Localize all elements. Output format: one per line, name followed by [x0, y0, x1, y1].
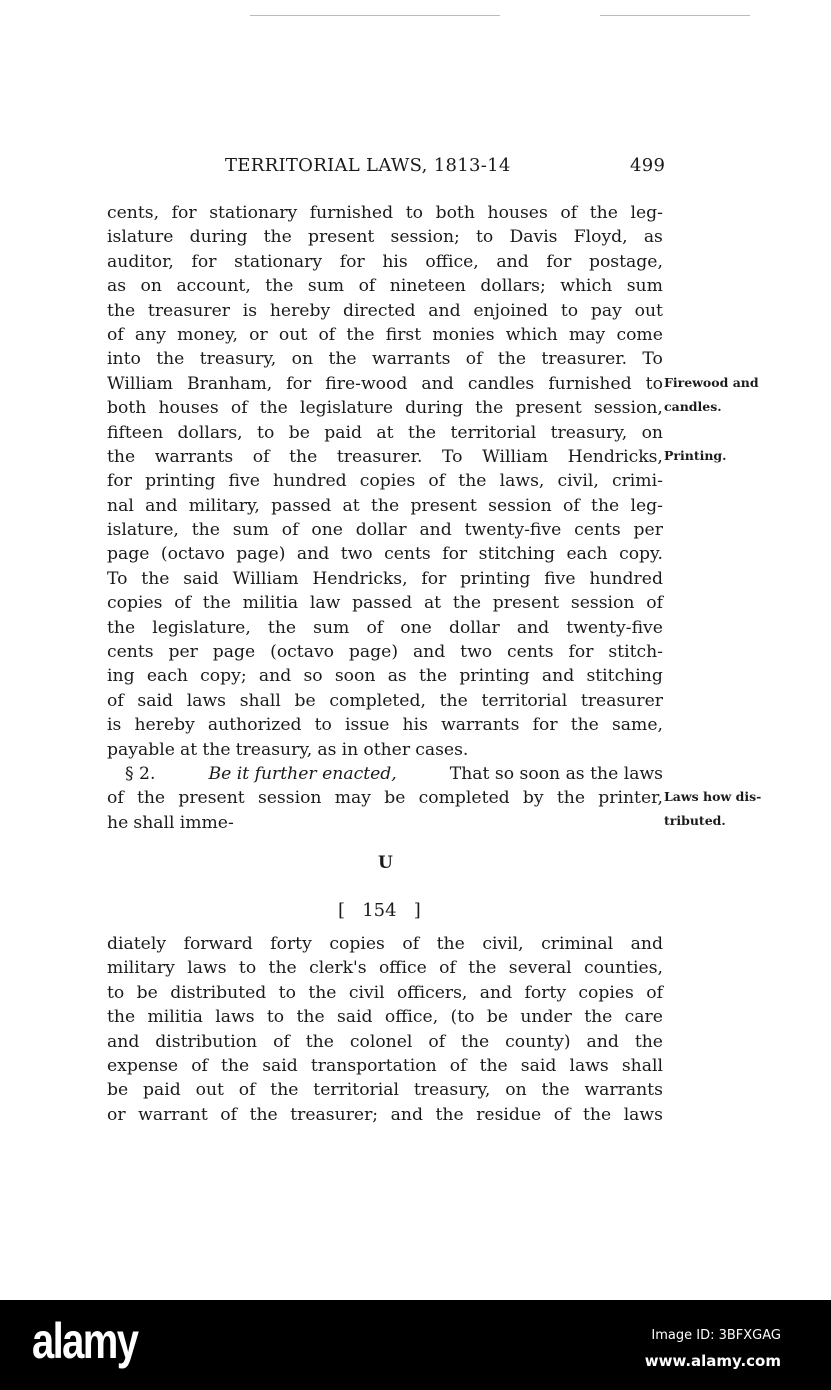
text-line: for printing five hundred copies of the laws, civil, crimi- — [107, 471, 663, 492]
text-line: payable at the treasury, as in other cases. — [107, 739, 469, 760]
text-line: islature, the sum of one dollar and twenty-five cents per — [107, 520, 663, 541]
page-number: 499 — [630, 155, 666, 176]
text-line: nal and military, passed at the present session of the leg- — [107, 495, 663, 516]
section-number: § 2. — [125, 763, 156, 784]
scan-artifact — [250, 15, 500, 16]
running-head: TERRITORIAL LAWS, 1813-14 — [225, 155, 511, 176]
text-line: or warrant of the treasurer; and the residue of the laws — [107, 1104, 663, 1125]
watermark-url: www.alamy.com — [644, 1352, 781, 1370]
scan-artifact — [600, 15, 750, 16]
alamy-logo: alamy — [32, 1313, 138, 1369]
text-line: expense of the said transportation of the said laws shall — [107, 1055, 663, 1076]
signature-mark: U — [378, 853, 393, 873]
text-segment: That so soon as the laws — [449, 763, 663, 784]
text-line: he shall imme- — [107, 812, 234, 833]
text-line: page (octavo page) and two cents for stitching each copy. — [107, 544, 663, 565]
text-line: and distribution of the colonel of the county) and the — [107, 1031, 663, 1052]
text-line: cents, for stationary furnished to both houses of the leg- — [107, 203, 663, 223]
text-line: islature during the present session; to Davis Floyd, as — [107, 227, 663, 248]
text-line: be paid out of the territorial treasury, on the warrants — [107, 1080, 663, 1101]
text-line: as on account, the sum of nineteen dollars; which sum — [107, 276, 663, 297]
margin-note-printing: Printing. — [664, 448, 727, 463]
text-line: the militia laws to the said office, (to be under the care — [107, 1007, 663, 1028]
text-line: both houses of the legislature during the present session, — [107, 398, 663, 419]
text-line: of any money, or out of the first monies which may come — [107, 324, 663, 345]
image-id: Image ID: 3BFXGAG — [651, 1328, 781, 1343]
text-line: the legislature, the sum of one dollar and twenty-five — [107, 617, 663, 638]
margin-note-firewood: Firewood and — [664, 375, 759, 390]
margin-note-firewood-cont: candles. — [664, 399, 722, 414]
text-line: fifteen dollars, to be paid at the territorial treasury, on — [107, 422, 663, 443]
text-line: auditor, for stationary for his office, and for postage, — [107, 251, 663, 272]
margin-note-laws-cont: tributed. — [664, 813, 726, 828]
text-line: the warrants of the treasurer. To William Hendricks, — [107, 446, 663, 467]
text-line: is hereby authorized to issue his warrants for the same, — [107, 715, 663, 736]
margin-note-laws: Laws how dis- — [664, 789, 762, 804]
original-page-number: [ 154 ] — [338, 900, 421, 921]
text-line: to be distributed to the civil officers, and forty copies of — [107, 982, 663, 1003]
text-line: into the treasury, on the warrants of the treasurer. To — [107, 349, 663, 370]
text-line: copies of the militia law passed at the present session of — [107, 593, 663, 614]
text-line: of the present session may be completed by the printer, — [107, 788, 663, 809]
enacting-clause: Be it further enacted, — [208, 763, 397, 784]
text-line: the treasurer is hereby directed and enjoined to pay out — [107, 300, 663, 321]
text-line: diately forward forty copies of the civil, criminal and — [107, 934, 663, 954]
body-text-2 — [107, 932, 663, 1127]
section-2-line — [107, 762, 663, 786]
text-line: To the said William Hendricks, for printing five hundred — [107, 568, 663, 589]
text-line: of said laws shall be completed, the territorial treasurer — [107, 690, 663, 711]
text-line: military laws to the clerk's office of the several counties, — [107, 958, 663, 979]
body-text-1 — [107, 201, 663, 835]
text-line: ing each copy; and so soon as the printing and stitching — [107, 666, 663, 687]
text-line: cents per page (octavo page) and two cents for stitch- — [107, 642, 663, 663]
text-line: William Branham, for fire-wood and candles furnished to — [107, 373, 663, 394]
watermark-banner — [0, 1300, 831, 1390]
